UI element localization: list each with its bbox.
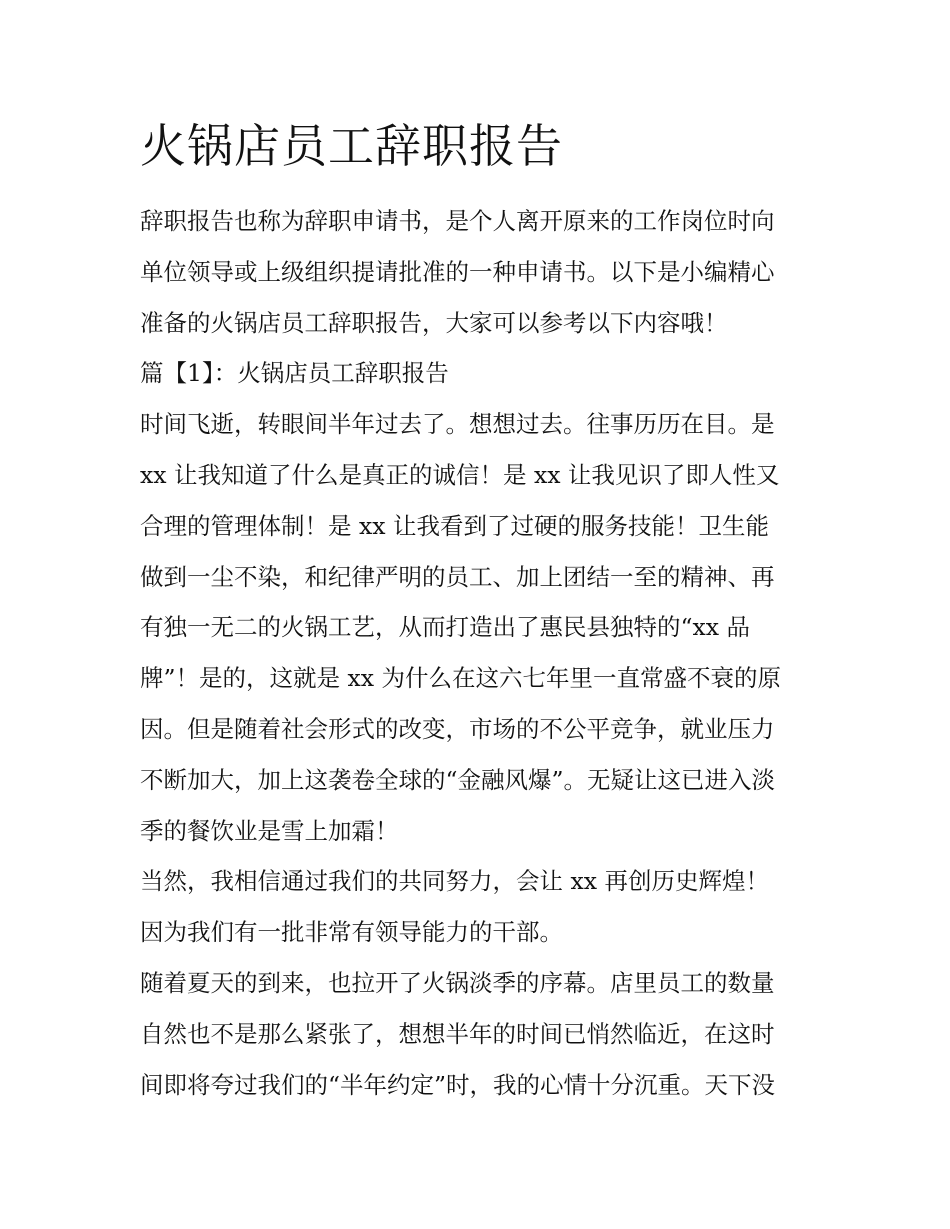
text-line: 做到一尘不染，和纪律严明的员工、加上团结一至的精神、再: [140, 562, 775, 591]
text-line: 当然，我相信通过我们的共同努力，会让 xx 再创历史辉煌！: [140, 867, 769, 896]
text-line: 时间飞逝，转眼间半年过去了。想想过去。往事历历在目。是: [140, 410, 775, 439]
text-line: 辞职报告也称为辞职申请书，是个人离开原来的工作岗位时向: [140, 207, 775, 235]
text-line: 随着夏天的到来，也拉开了火锅淡季的序幕。店里员工的数量: [140, 968, 775, 997]
text-line: 准备的火锅店员工辞职报告，大家可以参考以下内容哦！: [140, 308, 728, 337]
text-line: 间即将夸过我们的“半年约定”时，我的心情十分沉重。天下没: [140, 1070, 776, 1099]
text-line: 有独一无二的火锅工艺，从而打造出了惠民县独特的“xx 品: [140, 613, 750, 642]
text-line: 单位领导或上级组织提请批准的一种申请书。以下是小编精心: [140, 257, 775, 286]
document-page: [140, 110, 816, 1110]
body-paragraph: [140, 958, 816, 1110]
text-line: 合理的管理体制！是 xx 让我看到了过硬的服务技能！卫生能: [140, 511, 769, 540]
text-line: 自然也不是那么紧张了，想想半年的时间已悄然临近，在这时: [140, 1019, 775, 1048]
text-line: xx 让我知道了什么是真正的诚信！是 xx 让我见识了即人性又: [140, 460, 780, 489]
text-line: 不断加大，加上这袭卷全球的“金融风爆”。无疑让这已进入淡: [140, 765, 776, 794]
section-heading: [140, 348, 816, 399]
text-line: 因为我们有一批非常有领导能力的干部。: [140, 918, 563, 947]
text-line: 牌”！是的，这就是 xx 为什么在这六七年里一直常盛不衰的原: [140, 664, 781, 693]
body-paragraph: [140, 399, 816, 856]
body-paragraph: [140, 856, 816, 958]
intro-paragraph: [140, 196, 816, 348]
text-line: 篇【1】：火锅店员工辞职报告: [140, 359, 449, 388]
text-line: 季的餐饮业是雪上加霜！: [140, 816, 399, 845]
document-title: 火锅店员工辞职报告: [140, 119, 563, 173]
text-line: 因。但是随着社会形式的改变，市场的不公平竞争，就业压力: [140, 714, 775, 743]
